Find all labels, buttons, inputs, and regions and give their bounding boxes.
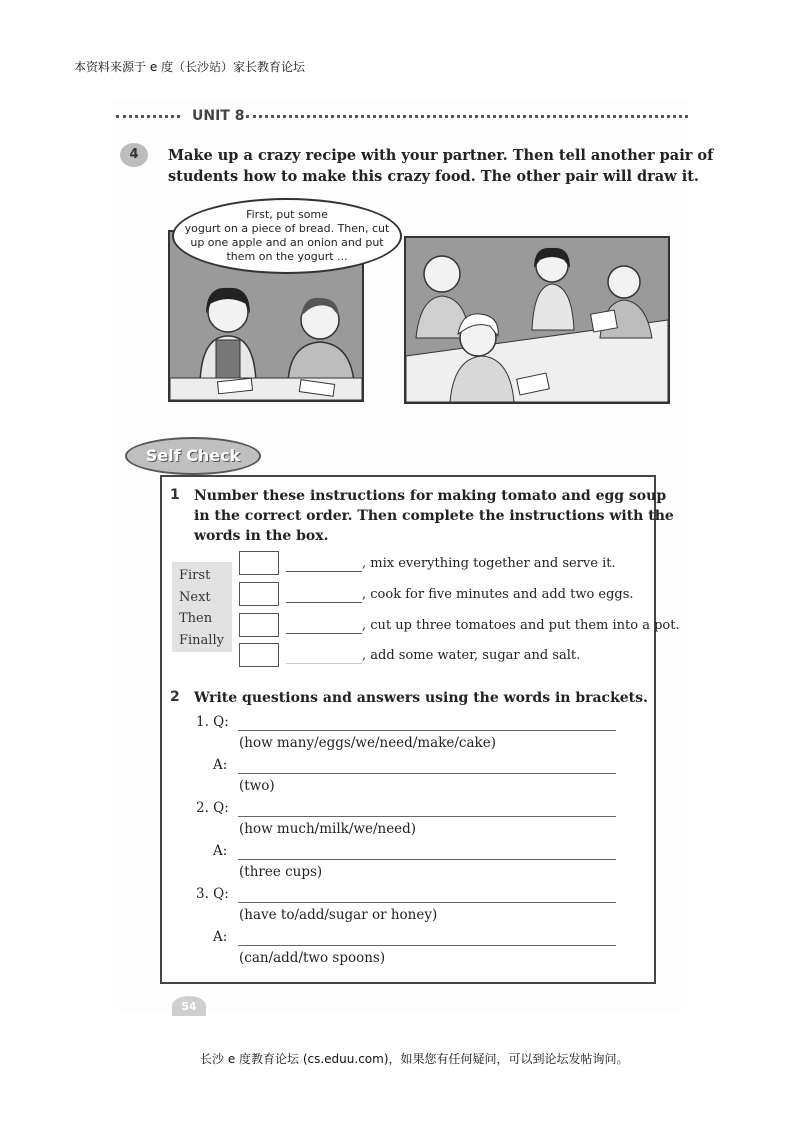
answer-line[interactable] xyxy=(238,773,616,774)
question-2-instructions: Write questions and answers using the words in brackets. xyxy=(194,690,648,706)
instruction-text: , add some water, sugar and salt. xyxy=(362,648,581,663)
unit-title: UNIT 8 xyxy=(186,108,250,124)
question-1-number: 1 xyxy=(170,487,180,503)
answer-line[interactable] xyxy=(238,945,616,946)
order-number-box[interactable] xyxy=(239,613,279,637)
instruction-text: , mix everything together and serve it. xyxy=(362,556,616,571)
word-box-item: First xyxy=(179,568,211,583)
illustration-group-drawing xyxy=(404,236,670,404)
question-1-line: in the correct order. Then complete the instructions with the xyxy=(194,508,674,524)
answer-hint: (two) xyxy=(239,778,275,794)
question-1-line: Number these instructions for making tomato and egg soup xyxy=(194,488,667,504)
header-source-note: 本资料来源于 e 度（长沙站）家长教育论坛 xyxy=(74,60,306,74)
order-number-box[interactable] xyxy=(239,582,279,606)
word-box-item: Then xyxy=(179,611,213,626)
question-1-instructions xyxy=(194,486,674,546)
question-hint: (have to/add/sugar or honey) xyxy=(239,907,438,923)
activity-instructions-line: students how to make this crazy food. The other pair will draw it. xyxy=(168,168,699,185)
order-number-box[interactable] xyxy=(239,643,279,667)
activity-number-badge: 4 xyxy=(120,143,148,167)
page-number: 54 xyxy=(172,996,206,1016)
word-blank[interactable] xyxy=(286,571,362,572)
answer-line[interactable] xyxy=(238,730,616,731)
word-blank[interactable] xyxy=(286,602,362,603)
answer-line[interactable] xyxy=(238,816,616,817)
speech-bubble-line: First, put some xyxy=(246,208,328,221)
speech-bubble-line: them on the yogurt ... xyxy=(226,250,348,263)
word-box xyxy=(172,562,232,652)
instruction-text: , cook for five minutes and add two eggs. xyxy=(362,587,634,602)
instruction-text: , cut up three tomatoes and put them into a pot. xyxy=(362,618,680,633)
speech-bubble-line: yogurt on a piece of bread. Then, cut xyxy=(184,222,390,235)
question-label: 1. Q: xyxy=(196,714,229,730)
word-box-item: Finally xyxy=(179,632,224,648)
word-box-item: Next xyxy=(179,589,211,605)
dotted-rule-right xyxy=(246,115,688,118)
footer-forum-note: 长沙 e 度教育论坛 (cs.eduu.com)，如果您有任何疑问，可以到论坛发帖询问。 xyxy=(200,1052,629,1066)
answer-label: A: xyxy=(213,757,228,773)
word-blank[interactable] xyxy=(286,663,362,664)
answer-label: A: xyxy=(213,929,228,945)
question-hint: (how many/eggs/we/need/make/cake) xyxy=(239,735,496,751)
answer-line[interactable] xyxy=(238,902,616,903)
self-check-label: Self Check xyxy=(125,437,261,475)
question-1-line: words in the box. xyxy=(194,528,329,544)
question-label: 3. Q: xyxy=(196,886,229,902)
answer-label: A: xyxy=(213,843,228,859)
answer-line[interactable] xyxy=(238,859,616,860)
order-number-box[interactable] xyxy=(239,551,279,575)
question-2-number: 2 xyxy=(170,689,180,705)
activity-instructions-line: Make up a crazy recipe with your partner. Then tell another pair of xyxy=(168,147,714,164)
unit-header xyxy=(116,108,688,124)
question-label: 2. Q: xyxy=(196,800,229,816)
activity-instructions xyxy=(168,145,713,187)
word-blank[interactable] xyxy=(286,633,362,634)
answer-hint: (three cups) xyxy=(239,864,323,880)
speech-bubble-line: up one apple and an onion and put xyxy=(190,236,384,249)
group-drawing-illustration xyxy=(406,238,668,402)
speech-bubble xyxy=(172,198,402,274)
question-hint: (how much/milk/we/need) xyxy=(239,821,417,837)
dotted-rule-left xyxy=(116,115,180,118)
answer-hint: (can/add/two spoons) xyxy=(239,950,386,966)
